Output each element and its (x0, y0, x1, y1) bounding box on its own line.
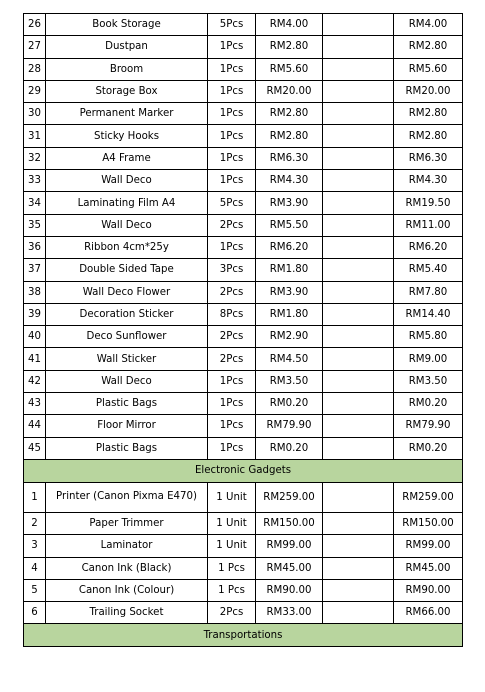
total-price-cell: RM6.20 (394, 236, 463, 258)
total-price-cell: RM11.00 (394, 214, 463, 236)
quantity-cell: 3Pcs (208, 259, 256, 281)
item-name-cell: Wall Deco (46, 214, 208, 236)
unit-price-cell: RM1.80 (256, 259, 323, 281)
items-table-body (24, 14, 463, 647)
quantity-cell: 1 Pcs (208, 579, 256, 601)
row-number-cell: 29 (24, 80, 46, 102)
unit-price-cell: RM20.00 (256, 80, 323, 102)
row-number-cell: 45 (24, 437, 46, 459)
total-price-cell: RM259.00 (394, 482, 463, 512)
items-table (23, 13, 463, 647)
table-row (24, 125, 463, 147)
table-row (24, 393, 463, 415)
section-header-row (24, 624, 463, 647)
table-row (24, 579, 463, 601)
unit-price-cell: RM6.20 (256, 236, 323, 258)
blank-cell (323, 415, 394, 437)
item-name-cell: Deco Sunflower (46, 326, 208, 348)
table-row (24, 370, 463, 392)
unit-price-cell: RM150.00 (256, 512, 323, 534)
unit-price-cell: RM3.90 (256, 192, 323, 214)
quantity-cell: 1Pcs (208, 147, 256, 169)
row-number-cell: 26 (24, 14, 46, 36)
blank-cell (323, 281, 394, 303)
quantity-cell: 2Pcs (208, 602, 256, 624)
total-price-cell: RM99.00 (394, 535, 463, 557)
table-row (24, 80, 463, 102)
section-title: Electronic Gadgets (24, 459, 463, 482)
total-price-cell: RM2.80 (394, 103, 463, 125)
table-row (24, 14, 463, 36)
item-name-cell: Plastic Bags (46, 393, 208, 415)
blank-cell (323, 303, 394, 325)
table-row (24, 192, 463, 214)
row-number-cell: 40 (24, 326, 46, 348)
unit-price-cell: RM1.80 (256, 303, 323, 325)
row-number-cell: 28 (24, 58, 46, 80)
blank-cell (323, 326, 394, 348)
item-name-cell: A4 Frame (46, 147, 208, 169)
unit-price-cell: RM3.90 (256, 281, 323, 303)
quantity-cell: 1Pcs (208, 125, 256, 147)
row-number-cell: 34 (24, 192, 46, 214)
row-number-cell: 42 (24, 370, 46, 392)
blank-cell (323, 147, 394, 169)
total-price-cell: RM20.00 (394, 80, 463, 102)
item-name-cell: Double Sided Tape (46, 259, 208, 281)
row-number-cell: 33 (24, 170, 46, 192)
total-price-cell: RM5.80 (394, 326, 463, 348)
unit-price-cell: RM90.00 (256, 579, 323, 601)
unit-price-cell: RM0.20 (256, 437, 323, 459)
table-row (24, 170, 463, 192)
total-price-cell: RM79.90 (394, 415, 463, 437)
table-row (24, 535, 463, 557)
item-name-cell: Permanent Marker (46, 103, 208, 125)
row-number-cell: 30 (24, 103, 46, 125)
table-row (24, 281, 463, 303)
table-row (24, 303, 463, 325)
row-number-cell: 39 (24, 303, 46, 325)
blank-cell (323, 58, 394, 80)
total-price-cell: RM45.00 (394, 557, 463, 579)
blank-cell (323, 437, 394, 459)
quantity-cell: 1Pcs (208, 393, 256, 415)
total-price-cell: RM150.00 (394, 512, 463, 534)
table-row (24, 415, 463, 437)
blank-cell (323, 236, 394, 258)
quantity-cell: 1 Unit (208, 512, 256, 534)
blank-cell (323, 393, 394, 415)
total-price-cell: RM0.20 (394, 437, 463, 459)
item-name-cell: Floor Mirror (46, 415, 208, 437)
quantity-cell: 1Pcs (208, 36, 256, 58)
total-price-cell: RM5.40 (394, 259, 463, 281)
table-row (24, 36, 463, 58)
row-number-cell: 6 (24, 602, 46, 624)
quantity-cell: 1Pcs (208, 415, 256, 437)
row-number-cell: 41 (24, 348, 46, 370)
table-row (24, 214, 463, 236)
unit-price-cell: RM2.90 (256, 326, 323, 348)
table-row (24, 236, 463, 258)
quantity-cell: 2Pcs (208, 326, 256, 348)
item-name-cell: Wall Deco Flower (46, 281, 208, 303)
table-row (24, 437, 463, 459)
quantity-cell: 1Pcs (208, 80, 256, 102)
quantity-cell: 1Pcs (208, 236, 256, 258)
table-row (24, 602, 463, 624)
item-name-cell: Dustpan (46, 36, 208, 58)
item-name-cell: Book Storage (46, 14, 208, 36)
quantity-cell: 1Pcs (208, 437, 256, 459)
unit-price-cell: RM6.30 (256, 147, 323, 169)
item-name-cell: Laminator (46, 535, 208, 557)
table-row (24, 58, 463, 80)
item-name-cell: Ribbon 4cm*25y (46, 236, 208, 258)
unit-price-cell: RM4.00 (256, 14, 323, 36)
quantity-cell: 1Pcs (208, 170, 256, 192)
unit-price-cell: RM0.20 (256, 393, 323, 415)
unit-price-cell: RM259.00 (256, 482, 323, 512)
quantity-cell: 1Pcs (208, 370, 256, 392)
table-row (24, 259, 463, 281)
table-row (24, 557, 463, 579)
blank-cell (323, 370, 394, 392)
blank-cell (323, 512, 394, 534)
quantity-cell: 1 Pcs (208, 557, 256, 579)
blank-cell (323, 36, 394, 58)
quantity-cell: 1Pcs (208, 103, 256, 125)
item-name-cell: Canon Ink (Black) (46, 557, 208, 579)
total-price-cell: RM14.40 (394, 303, 463, 325)
row-number-cell: 27 (24, 36, 46, 58)
blank-cell (323, 192, 394, 214)
unit-price-cell: RM45.00 (256, 557, 323, 579)
blank-cell (323, 535, 394, 557)
blank-cell (323, 259, 394, 281)
row-number-cell: 5 (24, 579, 46, 601)
total-price-cell: RM6.30 (394, 147, 463, 169)
quantity-cell: 2Pcs (208, 348, 256, 370)
table-row (24, 482, 463, 512)
unit-price-cell: RM3.50 (256, 370, 323, 392)
quantity-cell: 8Pcs (208, 303, 256, 325)
blank-cell (323, 579, 394, 601)
blank-cell (323, 80, 394, 102)
total-price-cell: RM4.30 (394, 170, 463, 192)
unit-price-cell: RM2.80 (256, 125, 323, 147)
row-number-cell: 38 (24, 281, 46, 303)
unit-price-cell: RM79.90 (256, 415, 323, 437)
quantity-cell: 5Pcs (208, 192, 256, 214)
row-number-cell: 4 (24, 557, 46, 579)
row-number-cell: 36 (24, 236, 46, 258)
item-name-cell: Printer (Canon Pixma E470) (46, 482, 208, 512)
blank-cell (323, 14, 394, 36)
blank-cell (323, 482, 394, 512)
row-number-cell: 31 (24, 125, 46, 147)
item-name-cell: Wall Deco (46, 370, 208, 392)
table-row (24, 326, 463, 348)
item-name-cell: Wall Deco (46, 170, 208, 192)
item-name-cell: Decoration Sticker (46, 303, 208, 325)
total-price-cell: RM7.80 (394, 281, 463, 303)
row-number-cell: 44 (24, 415, 46, 437)
table-row (24, 348, 463, 370)
row-number-cell: 2 (24, 512, 46, 534)
unit-price-cell: RM5.60 (256, 58, 323, 80)
row-number-cell: 32 (24, 147, 46, 169)
blank-cell (323, 348, 394, 370)
table-row (24, 103, 463, 125)
item-name-cell: Laminating Film A4 (46, 192, 208, 214)
blank-cell (323, 557, 394, 579)
row-number-cell: 35 (24, 214, 46, 236)
quantity-cell: 2Pcs (208, 281, 256, 303)
total-price-cell: RM5.60 (394, 58, 463, 80)
total-price-cell: RM2.80 (394, 36, 463, 58)
quantity-cell: 1Pcs (208, 58, 256, 80)
item-name-cell: Paper Trimmer (46, 512, 208, 534)
total-price-cell: RM9.00 (394, 348, 463, 370)
unit-price-cell: RM33.00 (256, 602, 323, 624)
row-number-cell: 37 (24, 259, 46, 281)
item-name-cell: Plastic Bags (46, 437, 208, 459)
item-name-cell: Trailing Socket (46, 602, 208, 624)
blank-cell (323, 125, 394, 147)
item-name-cell: Wall Sticker (46, 348, 208, 370)
unit-price-cell: RM99.00 (256, 535, 323, 557)
total-price-cell: RM4.00 (394, 14, 463, 36)
unit-price-cell: RM5.50 (256, 214, 323, 236)
item-name-cell: Broom (46, 58, 208, 80)
total-price-cell: RM19.50 (394, 192, 463, 214)
quantity-cell: 2Pcs (208, 214, 256, 236)
quantity-cell: 1 Unit (208, 535, 256, 557)
blank-cell (323, 602, 394, 624)
total-price-cell: RM0.20 (394, 393, 463, 415)
table-row (24, 512, 463, 534)
total-price-cell: RM2.80 (394, 125, 463, 147)
section-title: Transportations (24, 624, 463, 647)
item-name-cell: Canon Ink (Colour) (46, 579, 208, 601)
blank-cell (323, 170, 394, 192)
quantity-cell: 5Pcs (208, 14, 256, 36)
unit-price-cell: RM4.30 (256, 170, 323, 192)
quantity-cell: 1 Unit (208, 482, 256, 512)
blank-cell (323, 103, 394, 125)
row-number-cell: 3 (24, 535, 46, 557)
table-row (24, 147, 463, 169)
item-name-cell: Storage Box (46, 80, 208, 102)
item-name-cell: Sticky Hooks (46, 125, 208, 147)
total-price-cell: RM66.00 (394, 602, 463, 624)
unit-price-cell: RM2.80 (256, 103, 323, 125)
total-price-cell: RM90.00 (394, 579, 463, 601)
section-header-row (24, 459, 463, 482)
blank-cell (323, 214, 394, 236)
row-number-cell: 1 (24, 482, 46, 512)
row-number-cell: 43 (24, 393, 46, 415)
unit-price-cell: RM2.80 (256, 36, 323, 58)
total-price-cell: RM3.50 (394, 370, 463, 392)
unit-price-cell: RM4.50 (256, 348, 323, 370)
